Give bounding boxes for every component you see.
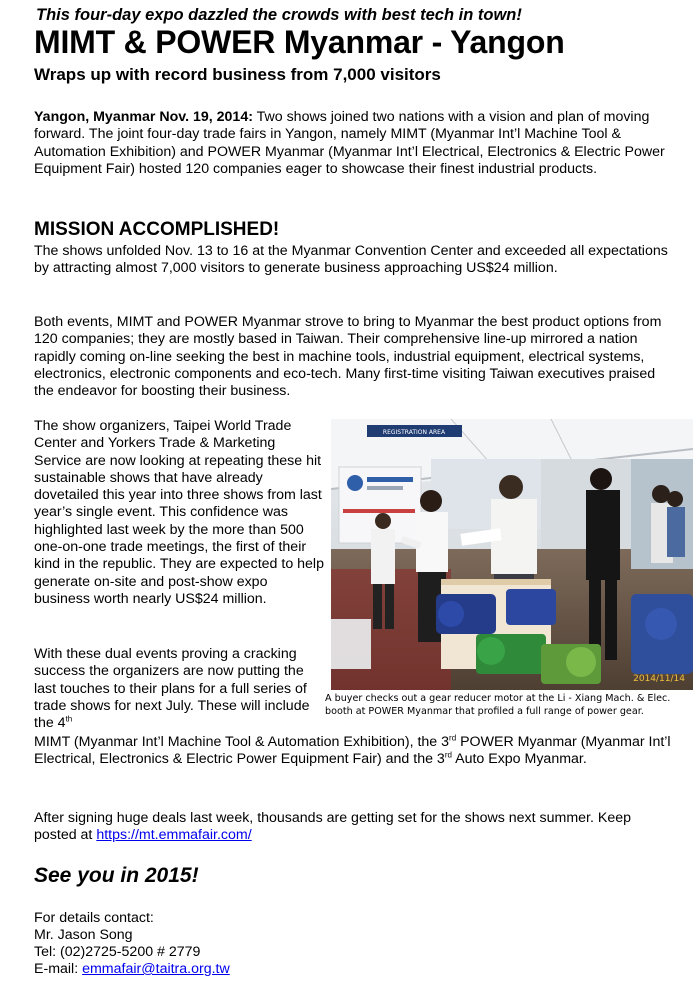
- contact-email-row: [34, 961, 434, 978]
- paragraph-events: Both events, MIMT and POWER Myanmar strove to bring to Myanmar the best product options from 120 companies; they are mostly based in Taiwan. Their comprehensive line-up mirrored a nation rapidly coming on-line seeking the best in machine tools, industrial equipment, electrical systems, electronics, electronic components and eco-tech. Many first-time visiting Taiwan executives praised the endeavor for boosting their business.: [34, 314, 662, 400]
- next-shows-line-a: [34, 646, 324, 732]
- email-label: E-mail:: [34, 961, 83, 977]
- next-shows-text-d: Auto Expo Myanmar.: [451, 751, 587, 768]
- contact-block: [34, 910, 434, 978]
- contact-name: Mr. Jason Song: [34, 927, 133, 943]
- closing-line: See you in 2015!: [34, 864, 199, 887]
- next-shows-text-a: With these dual events proving a cracking success the organizers are now putting the last touches to their plans for a full series of trade shows for next July. These will include the 4: [34, 646, 310, 732]
- intro-paragraph: [34, 109, 674, 178]
- expo-photo-image: [331, 419, 693, 690]
- sup-rd-2: rd: [444, 750, 452, 760]
- keep-posted-text: After signing huge deals last week, thousands are getting set for the shows next summer. Keep posted at: [34, 810, 632, 844]
- banner-text: REGISTRATION AREA: [382, 429, 446, 436]
- tagline: This four-day expo dazzled the crowds with best tech in town!: [36, 6, 522, 24]
- next-shows-block: [34, 646, 324, 732]
- photo-caption: A buyer checks out a gear reducer motor at the Li - Xiang Mach. & Elec. booth at POWER Myanmar that profiled a full range of power gear.: [325, 693, 671, 717]
- section-heading: MISSION ACCOMPLISHED!: [34, 219, 280, 240]
- paragraph-results: The shows unfolded Nov. 13 to 16 at the Myanmar Convention Center and exceeded all expectations by attracting almost 7,000 visitors to generate business approaching US$24 million.: [34, 243, 668, 277]
- page-title: MIMT & POWER Myanmar - Yangon: [34, 24, 565, 60]
- next-shows-text-c: POWER Myanmar (Myanmar Int’l Electrical, Electronics & Electric Power Equipment Fair) and the 3: [34, 734, 671, 768]
- email-link[interactable]: emmafair@taitra.org.tw: [82, 961, 230, 977]
- contact-tel: Tel: (02)2725-5200 # 2779: [34, 944, 201, 960]
- dateline: Yangon, Myanmar Nov. 19, 2014:: [34, 109, 253, 125]
- sup-th: th: [65, 714, 73, 724]
- intro-text: Two shows joined two nations with a vision and plan of moving forward. The joint four-day trade fairs in Yangon, namely MIMT (Myanmar Int’l Machine Tool & Automation Exhibition) and POWER Myanmar (Myanmar Int’l Electrical, Electronics & Electric Power Equipment Fair) hosted 120 companies eager to showcase their finest industrial products.: [34, 109, 665, 177]
- expo-photo: [331, 419, 693, 690]
- paragraph-organizers: The show organizers, Taipei World Trade Center and Yorkers Trade & Marketing Service are now looking at repeating these hit sustainable shows that have already dovetailed this year into three shows from last year’s single event. This confidence was highlighted last week by the more than 500 one-on-one trade meetings, the first of their kind in the republic. They are expected to help generate on-site and post-show expo business worth nearly US$24 million.: [34, 418, 324, 607]
- website-link[interactable]: https://mt.emmafair.com/: [96, 827, 252, 844]
- page-subtitle: Wraps up with record business from 7,000 visitors: [34, 65, 441, 84]
- next-shows-text-b: MIMT (Myanmar Int’l Machine Tool & Automation Exhibition), the 3: [34, 734, 450, 750]
- next-shows-line-b: [34, 734, 674, 769]
- left-column: [34, 418, 324, 624]
- sup-rd-1: rd: [449, 733, 457, 743]
- next-shows-block-2: [34, 734, 674, 769]
- date-stamp: 2014/11/14: [633, 674, 685, 684]
- contact-heading: For details contact:: [34, 910, 154, 926]
- paragraph-keep-posted: [34, 810, 674, 845]
